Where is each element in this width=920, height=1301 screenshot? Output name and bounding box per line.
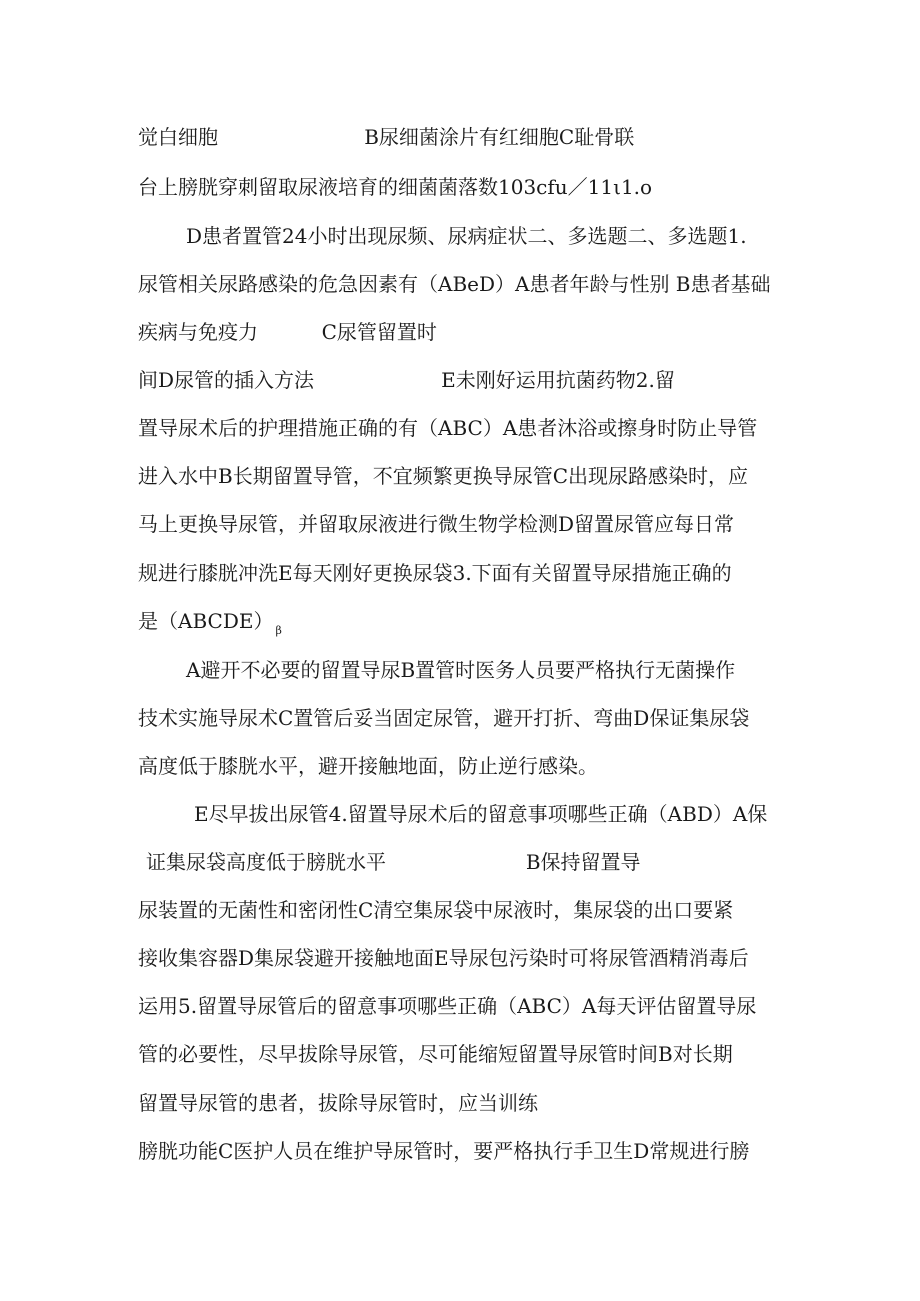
text-line-9: 马上更换导尿管，并留取尿液进行微生物学检测D留置尿管应每日常 (138, 512, 735, 536)
text-line-18: 接收集容器D集尿袋避开接触地面E导尿包污染时可将尿管酒精消毒后 (138, 946, 749, 970)
text-line-19: 运用5.留置导尿管后的留意事项哪些正确（ABC）A每天评估留置导尿 (138, 994, 757, 1018)
text-line-1: 觉白细胞 B尿细菌涂片有红细胞C耻骨联 (138, 125, 635, 149)
text-line-11 (138, 611, 282, 636)
text-line-12: A避开不必要的留置导尿B置管时医务人员要严格执行无菌操作 (186, 658, 736, 682)
text-line-5: 疾病与免疫力 C尿管留置时 (138, 320, 437, 344)
text-line-13: 技术实施导尿术C置管后妥当固定尿管，避开打折、弯曲D保证集尿袋 (138, 706, 750, 730)
beta-mark: β (275, 624, 282, 637)
text-line-21: 留置导尿管的患者，拔除导尿管时，应当训练 (138, 1091, 538, 1115)
text-line-20: 管的必要性，尽早拔除导尿管，尽可能缩短留置导尿管时间B对长期 (138, 1042, 733, 1066)
text-line-2: 台上膀胱穿刺留取尿液培育的细菌菌落数103cfu／11ι1.o (138, 175, 653, 199)
text-line-6: 间D尿管的插入方法 E未刚好运用抗菌药物2.留 (138, 368, 675, 392)
text-line-11-text: 是（ABCDE） (138, 609, 274, 633)
text-line-17: 尿装置的无菌性和密闭性C清空集尿袋中尿液时，集尿袋的出口要紧 (138, 898, 734, 922)
text-line-22: 膀胱功能C医护人员在维护导尿管时，要严格执行手卫生D常规进行膀 (138, 1139, 750, 1163)
text-line-14: 高度低于膝胱水平，避开接触地面，防止逆行感染。 (138, 754, 598, 778)
text-line-8: 进入水中B长期留置导管，不宜频繁更换导尿管C出现尿路感染时，应 (138, 464, 748, 488)
text-line-4: 尿管相关尿路感染的危急因素有（ABeD）A患者年龄与性别 B患者基础 (138, 272, 771, 296)
text-line-7: 置导尿术后的护理措施正确的有（ABC）A患者沐浴或擦身时防止导管 (138, 416, 758, 440)
text-line-10: 规进行膝胱冲洗E每天刚好更换尿袋3.下面有关留置导尿措施正确的 (138, 561, 732, 585)
text-line-16: 证集尿袋高度低于膀胱水平 B保持留置导 (146, 850, 641, 874)
text-line-3: D患者置管24小时出现尿频、尿病症状二、多选题二、多选题1. (186, 224, 747, 248)
text-line-15: E尽早拔出尿管4.留置导尿术后的留意事项哪些正确（ABD）A保 (194, 802, 768, 826)
